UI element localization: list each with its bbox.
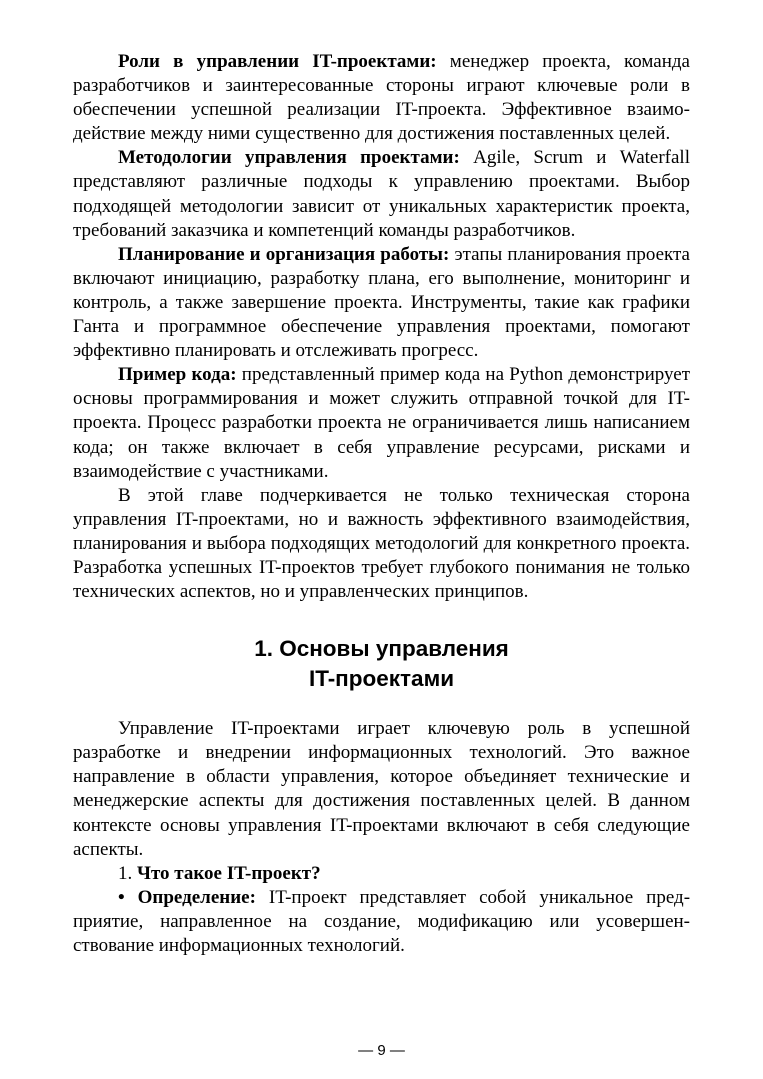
bullet-lead: Определение: — [137, 886, 256, 908]
paragraph-lead: Методологии управления проектами: — [118, 147, 460, 169]
paragraph-code-example — [73, 363, 690, 483]
section-heading-line1: 1. Основы управления — [254, 636, 509, 662]
bullet-definition — [73, 886, 690, 958]
bullet-text: IT-проект представляет собой уникальное предприятие, направленное на создание, модификацию или усовершенствование информационных технологий. — [73, 886, 691, 956]
paragraph-roles — [73, 50, 690, 146]
paragraph-lead: Планирование и организация работы: — [118, 243, 450, 265]
numbered-item — [73, 862, 690, 886]
item-title: Что такое IT-проект? — [137, 862, 321, 884]
paragraph-text: представленный пример кода на Python демонстрирует основы программирования и может служить отправной точкой для IT-проекта. Процесс разработки проекта не ограничивается лишь написанием кода; он также включает в себя управление ресурсами, рисками и взаимодействие с участниками. — [73, 364, 691, 482]
section-heading — [73, 634, 690, 694]
page-body — [73, 50, 690, 958]
paragraph-text: этапы планирования проекта включают инициацию, разработку плана, его выполнение, мониторинг и контроль, а также завершение проекта. Инструменты, такие как графики Ганта и программное обеспечение управления проектами, помогают эффективно планировать и отслеживать прогресс. — [73, 243, 690, 362]
bullet-icon: • — [118, 886, 138, 908]
section-heading-line2: IT-проектами — [308, 666, 455, 692]
paragraph-summary: В этой главе подчеркивается не только техническая сторона управления IT-проектами, но и важность эффективного взаимодействия, планирования и выбора подходящих методологий для конкретного проекта. Разработка успешных IT-проектов требует глубокого понимания не только технических аспектов, но и управленческих принципов. — [73, 484, 690, 603]
paragraph-methodologies — [73, 146, 690, 242]
page-number: — 9 — — [358, 1042, 405, 1059]
section-intro: Управление IT-проектами играет ключевую роль в успешной разработке и внедрении информационных технологий. Это важное направление в области управления, которое объединяет технические и менеджерские аспекты для достижения поставленных целей. В данном контексте основы управления IT-проектами включают в себя следующие аспекты. — [73, 718, 690, 860]
paragraph-text: менеджер проекта, команда разработчиков и заинтересованные стороны играют ключевые роли в обеспечении успешной реализации IT-проекта. Эффективное взаимодействие между ними существенно для достижения поставленных целей. — [73, 51, 690, 145]
paragraph-planning — [73, 243, 690, 363]
item-number: 1. — [118, 862, 137, 884]
paragraph-lead: Пример кода: — [118, 364, 237, 386]
paragraph-text: Agile, Scrum и Waterfall представляют различные подходы к управлению проектами. Выбор подходящей методологии зависит от уникальных характеристик проекта, требований заказчика и компетенций команды разработчиков. — [73, 147, 690, 241]
paragraph-lead: Роли в управлении IT-проектами: — [118, 51, 437, 72]
